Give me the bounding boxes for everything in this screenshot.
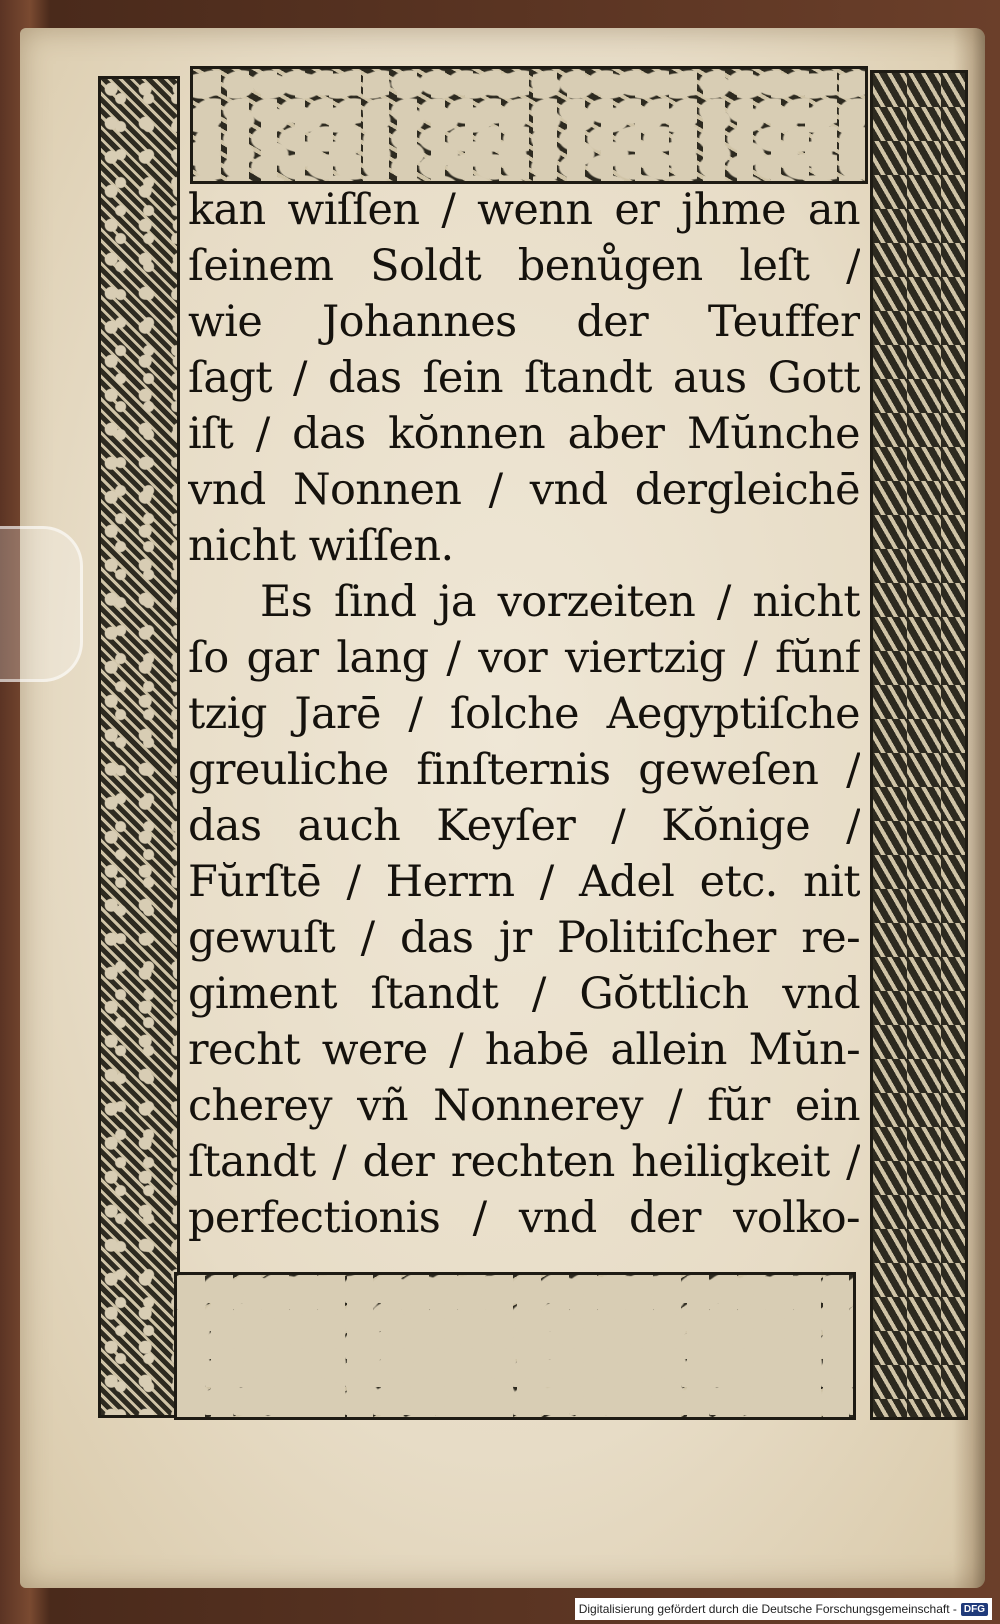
text-line: das auch Keyſer / Kŏnige / — [188, 801, 860, 851]
text-line: kan wiſſen / wenn er jhme an — [188, 185, 860, 235]
text-line: Fŭrſtē / Herrn / Adel etc. nit — [188, 857, 860, 907]
text-line: ſo gar lang / vor viertzig / fŭnf — [188, 633, 860, 683]
footer-credit-text: Digitalisierung gefördert durch die Deutsche Forschungsgemeinschaft - — [578, 1602, 957, 1616]
text-line: ſtandt / der rechten heiligkeit / — [188, 1137, 860, 1187]
text-line: Es ſind ja vorzeiten / nicht — [260, 577, 860, 627]
text-line: nicht wiſſen. — [188, 521, 454, 571]
ornament-border-top — [190, 66, 868, 184]
ornament-border-right — [870, 70, 968, 1420]
page-clip — [0, 526, 83, 682]
ornament-border-bottom — [174, 1272, 856, 1420]
text-line: cherey vñ Nonnerey / fŭr ein — [188, 1081, 860, 1131]
digitization-footer — [575, 1598, 992, 1620]
text-line: iſt / das kŏnnen aber Mŭnche — [188, 409, 860, 459]
ornament-border-left — [98, 76, 180, 1418]
text-line: gewuſt / das jr Politiſcher re- — [188, 913, 860, 963]
text-line: wie Johannes der Teuffer — [188, 297, 860, 347]
text-line: greuliche finſternis geweſen / — [188, 745, 860, 795]
text-line: ſeinem Soldt benůgen leſt / — [188, 241, 860, 291]
text-line: vnd Nonnen / vnd dergleichē — [188, 465, 860, 515]
text-block — [188, 182, 860, 1262]
text-line: perfectionis / vnd der volko- — [188, 1193, 860, 1243]
dfg-logo: DFG — [961, 1603, 988, 1616]
text-line: ſagt / das ſein ſtandt aus Gott — [188, 353, 860, 403]
text-line: recht were / habē allein Mŭn- — [188, 1025, 860, 1075]
text-line: giment ſtandt / Gŏttlich vnd — [188, 969, 860, 1019]
text-line: tzig Jarē / ſolche Aegyptiſche — [188, 689, 860, 739]
